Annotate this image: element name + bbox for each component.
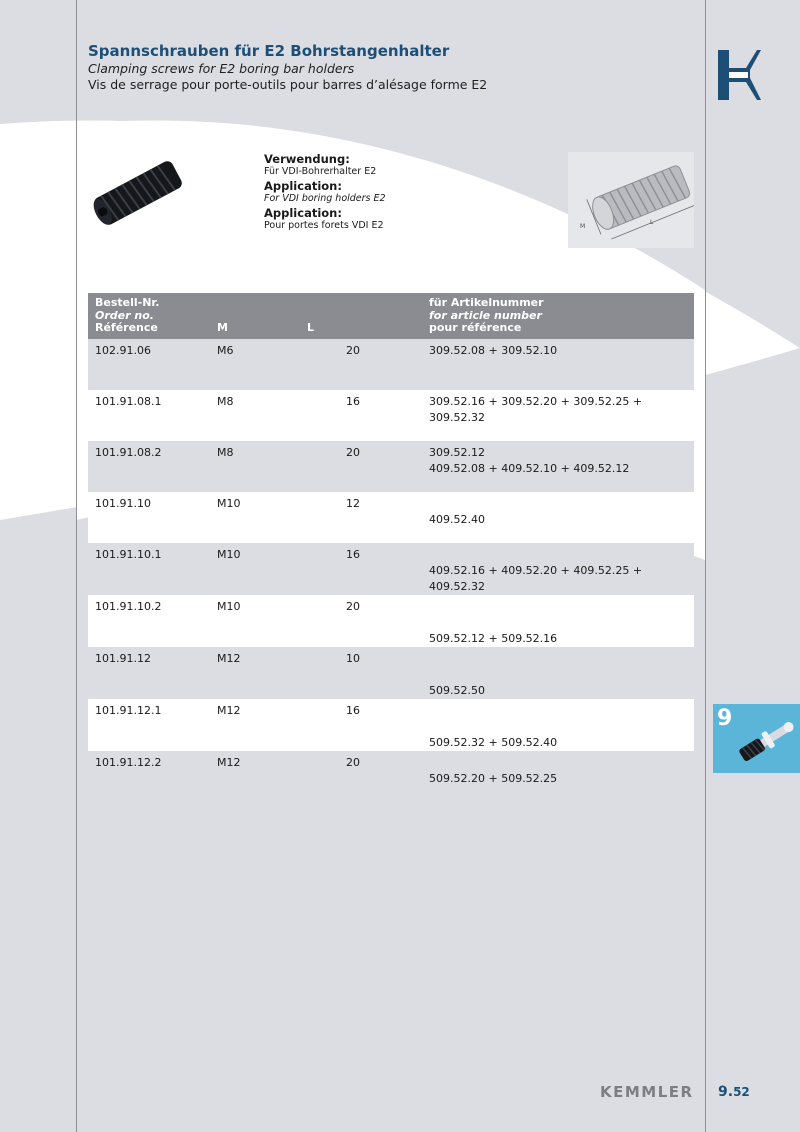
header-order-de: Bestell-Nr. xyxy=(95,296,160,309)
cell-article-1 xyxy=(429,703,687,735)
table-row xyxy=(88,390,694,441)
footer-brand: KEMMLER xyxy=(600,1083,694,1101)
chapter-number: 9 xyxy=(717,706,733,731)
kemmler-logo-icon xyxy=(716,48,762,102)
cell-article-2: 509.52.20 + 509.52.25 xyxy=(429,771,558,785)
order-table xyxy=(88,293,694,802)
usage-block xyxy=(264,152,386,233)
table-row xyxy=(88,339,694,390)
cell-article xyxy=(422,699,694,751)
cell-l: 20 xyxy=(300,595,422,647)
table-row xyxy=(88,647,694,699)
cell-m: M12 xyxy=(210,647,300,699)
cell-article-2: 509.52.12 + 509.52.16 xyxy=(429,631,558,645)
cell-article-1: 309.52.12 xyxy=(429,445,485,459)
cell-m: M8 xyxy=(210,441,300,492)
cell-article xyxy=(422,751,694,802)
usage-text-fr: Pour portes forets VDI E2 xyxy=(264,220,384,231)
cell-m: M10 xyxy=(210,543,300,595)
cell-m: M10 xyxy=(210,492,300,543)
cell-order: 101.91.10 xyxy=(88,492,210,543)
cell-l: 16 xyxy=(300,699,422,751)
cell-article-1: 309.52.16 + 309.52.20 + 309.52.25 + 309.52.32 xyxy=(429,394,643,424)
cell-article xyxy=(422,595,694,647)
table-row xyxy=(88,492,694,543)
cell-article-1 xyxy=(429,599,687,631)
page-number-sub: 52 xyxy=(733,1085,750,1099)
cell-article-1 xyxy=(429,547,687,563)
cell-order: 101.91.12.2 xyxy=(88,751,210,802)
chapter-screw-icon xyxy=(733,710,799,770)
cell-article-2: 409.52.16 + 409.52.20 + 409.52.25 + 409.52.32 xyxy=(429,563,643,593)
cell-m: M10 xyxy=(210,595,300,647)
title-block xyxy=(88,42,487,93)
cell-article-2: 409.52.40 xyxy=(429,512,485,526)
cell-article xyxy=(422,543,694,595)
cell-order: 101.91.12.1 xyxy=(88,699,210,751)
header-article-de: für Artikelnummer xyxy=(429,296,544,309)
header-article-fr: pour référence xyxy=(429,321,522,334)
cell-l: 16 xyxy=(300,390,422,441)
cell-article-1 xyxy=(429,496,687,512)
cell-m: M12 xyxy=(210,751,300,802)
table-row xyxy=(88,751,694,802)
chapter-tab[interactable] xyxy=(713,704,800,773)
cell-l: 20 xyxy=(300,441,422,492)
cell-article-2: 509.52.50 xyxy=(429,683,485,697)
cell-l: 10 xyxy=(300,647,422,699)
header-order-no xyxy=(88,293,210,339)
right-margin-line xyxy=(705,0,706,1132)
table-row xyxy=(88,543,694,595)
cell-article xyxy=(422,647,694,699)
cell-article-1: 309.52.08 + 309.52.10 xyxy=(429,343,558,357)
cell-order: 101.91.08.2 xyxy=(88,441,210,492)
header-order-en: Order no. xyxy=(95,308,154,322)
page-number-main: 9. xyxy=(718,1084,734,1100)
table-header-row xyxy=(88,293,694,339)
header-article-en: for article number xyxy=(429,308,542,322)
cell-l: 20 xyxy=(300,751,422,802)
cell-article xyxy=(422,339,694,390)
table-row xyxy=(88,441,694,492)
page-title: Spannschrauben für E2 Bohrstangenhalter xyxy=(88,42,450,60)
page-subtitle-fr: Vis de serrage pour porte-outils pour barres d’alésage forme E2 xyxy=(88,77,488,92)
usage-heading-en: Application: xyxy=(264,179,342,193)
cell-article xyxy=(422,390,694,441)
cell-article xyxy=(422,492,694,543)
cell-order: 101.91.10.2 xyxy=(88,595,210,647)
page-subtitle-en: Clamping screws for E2 boring bar holders xyxy=(88,61,355,76)
cell-m: M8 xyxy=(210,390,300,441)
cell-order: 101.91.12 xyxy=(88,647,210,699)
cell-article-1 xyxy=(429,755,687,771)
technical-drawing xyxy=(568,152,694,248)
cell-article-2: 509.52.32 + 509.52.40 xyxy=(429,735,558,749)
page-number xyxy=(718,1084,750,1100)
usage-text-en: For VDI boring holders E2 xyxy=(264,193,386,204)
drawing-l-label: L xyxy=(650,219,654,226)
cell-article xyxy=(422,441,694,492)
drawing-m-label: M xyxy=(580,223,586,230)
usage-text-de: Für VDI-Bohrerhalter E2 xyxy=(264,166,377,177)
usage-heading-de: Verwendung: xyxy=(264,152,350,166)
header-l: L xyxy=(300,293,422,339)
cell-l: 12 xyxy=(300,492,422,543)
cell-article-1 xyxy=(429,651,687,683)
cell-m: M12 xyxy=(210,699,300,751)
cell-m: M6 xyxy=(210,339,300,390)
cell-order: 102.91.06 xyxy=(88,339,210,390)
usage-heading-fr: Application: xyxy=(264,206,342,220)
header-m: M xyxy=(210,293,300,339)
table-row xyxy=(88,699,694,751)
cell-order: 101.91.08.1 xyxy=(88,390,210,441)
cell-l: 20 xyxy=(300,339,422,390)
header-article xyxy=(422,293,694,339)
cell-l: 16 xyxy=(300,543,422,595)
header-order-fr: Référence xyxy=(95,321,158,334)
cell-article-2: 409.52.08 + 409.52.10 + 409.52.12 xyxy=(429,461,630,475)
screw-photo xyxy=(86,152,190,234)
cell-order: 101.91.10.1 xyxy=(88,543,210,595)
table-row xyxy=(88,595,694,647)
left-margin-line xyxy=(76,0,77,1132)
